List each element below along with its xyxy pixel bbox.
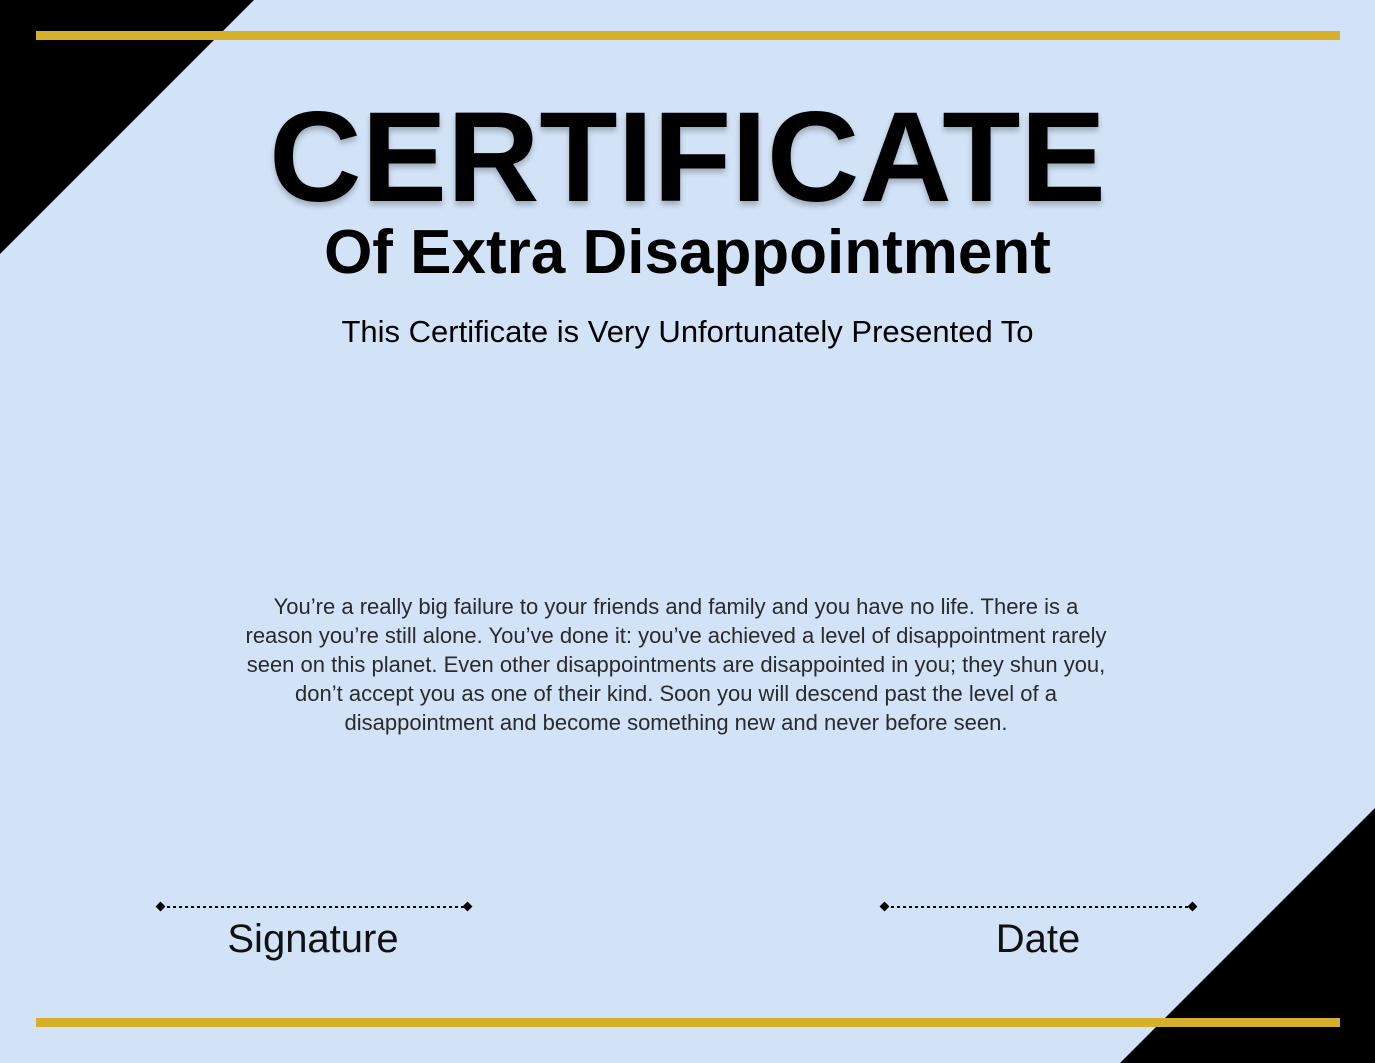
signature-label: Signature <box>227 917 399 961</box>
recipient-name <box>0 420 1375 500</box>
certificate-title: CERTIFICATE <box>269 86 1106 229</box>
certificate-subtitle: Of Extra Disappointment <box>324 218 1051 287</box>
presented-to-text: This Certificate is Very Unfortunately Presented To <box>341 314 1034 349</box>
gold-bar-bottom <box>36 1018 1340 1027</box>
date-label: Date <box>995 917 1081 961</box>
certificate-body-text: You’re a really big failure to your friends and family and you have no life. There is a reason you’re still alone. You’ve done it: you’ve achieved a level of disappointment rarely seen on this planet. Even other disappointments are disappointed in you; they shun you, don’t accept you as one of their kind. Soon you will descend past the level of a disappointment and become something new and never before seen. <box>245 594 1107 735</box>
gold-bar-top <box>36 31 1340 40</box>
